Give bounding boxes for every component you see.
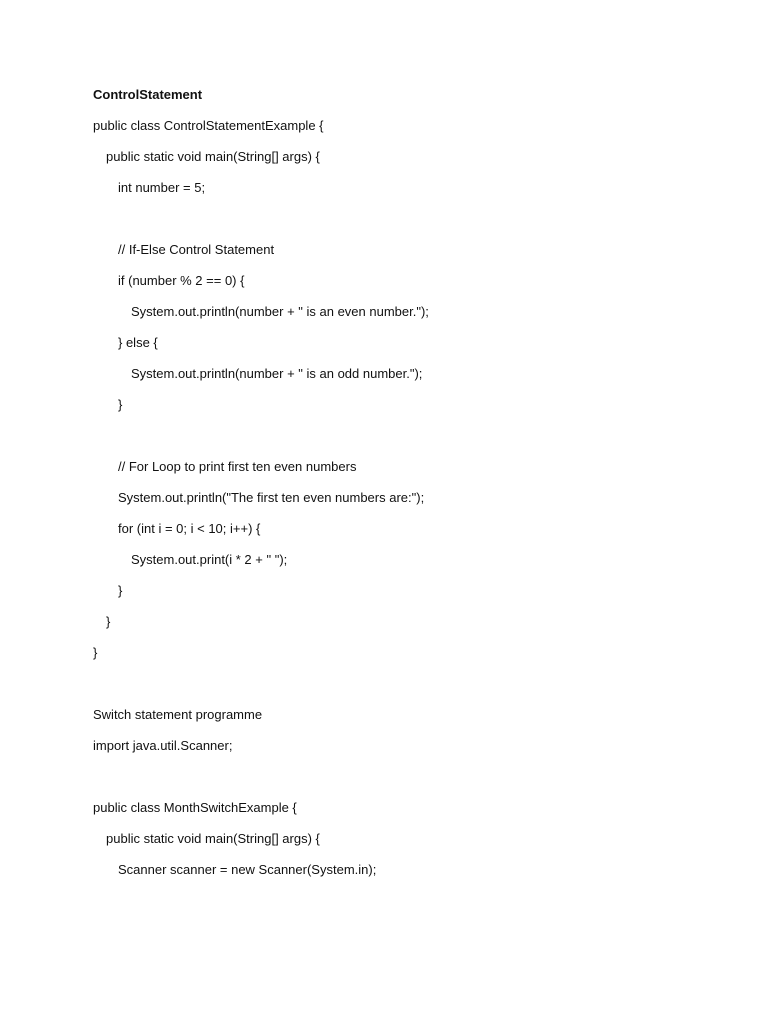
blank-line (93, 210, 713, 241)
code-line: if (number % 2 == 0) { (118, 273, 245, 288)
code-line: } (93, 645, 98, 660)
code-line: public class MonthSwitchExample { (93, 800, 297, 815)
code-line: } (118, 397, 123, 412)
code-line: public static void main(String[] args) { (106, 831, 320, 846)
code-line: } else { (118, 335, 158, 350)
code-comment: // If-Else Control Statement (118, 242, 275, 257)
code-line: import java.util.Scanner; (93, 738, 233, 753)
code-line: } (106, 614, 111, 629)
blank-line (93, 427, 713, 458)
code-line: System.out.print(i * 2 + " "); (131, 552, 288, 567)
code-line: int number = 5; (118, 180, 206, 195)
blank-line (93, 768, 713, 799)
code-line: System.out.println(number + " is an even number."); (131, 304, 429, 319)
code-line: Scanner scanner = new Scanner(System.in); (118, 862, 377, 877)
code-line: for (int i = 0; i < 10; i++) { (118, 521, 261, 536)
section-heading-switch: Switch statement programme (93, 707, 263, 722)
code-line: System.out.println("The first ten even numbers are:"); (118, 490, 425, 505)
code-line: public static void main(String[] args) { (106, 149, 320, 164)
blank-line (93, 675, 713, 706)
section-heading-control-statement: ControlStatement (93, 87, 203, 102)
document-body (93, 86, 713, 892)
code-line: System.out.println(number + " is an odd number."); (131, 366, 423, 381)
code-comment: // For Loop to print first ten even numbers (118, 459, 357, 474)
code-line: } (118, 583, 123, 598)
code-line: public class ControlStatementExample { (93, 118, 324, 133)
